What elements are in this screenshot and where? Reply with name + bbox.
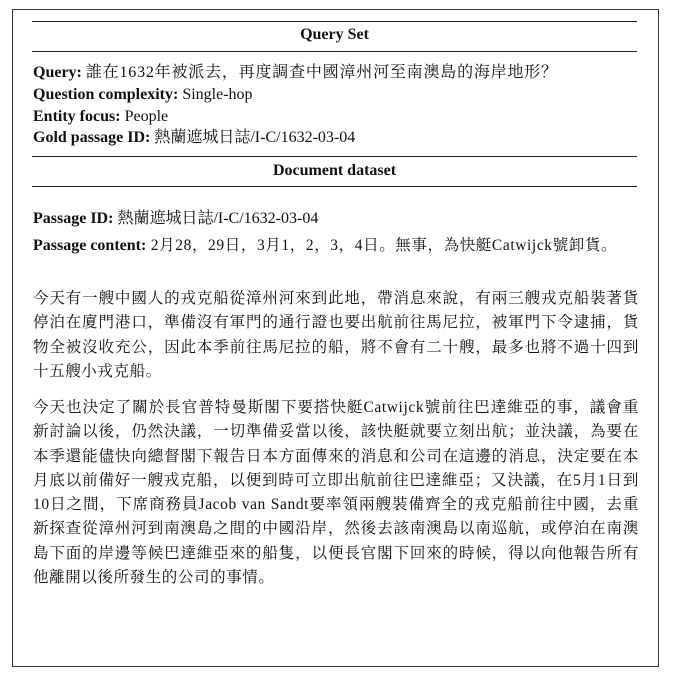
query-row — [33, 62, 558, 84]
complexity-value: Single-hop — [182, 86, 253, 103]
query-set-heading: Query Set — [300, 26, 369, 43]
query-label: Query: — [33, 64, 82, 81]
passage-content-paragraph-1 — [33, 234, 639, 258]
query-set-rule — [32, 51, 637, 52]
gold-passage-label: Gold passage ID: — [33, 129, 151, 146]
passage-id-value: 熱蘭遮城日誌/I-C/1632-03-04 — [117, 210, 319, 227]
passage-content-label: Passage content: — [33, 237, 147, 254]
gold-passage-row — [33, 127, 355, 149]
passage-content-paragraph-3: 今天也決定了關於長官普特曼斯閣下要搭快艇Catwijck號前往巴達維亞的事，議會重新討論以後，仍然決議，一切準備妥當以後，該快艇就要立刻出航；並決議，為要在本季還能儘快向總督閣下報告日本方面傳來的消息和公司在這邊的消息，決定要在本月底以前備好一艘戎克船，以便到時可立即出航前往巴達維亞；又決議，在5月1日到10日之間，下席商務員Jacob van Sandt要率領兩艘裝備齊全的戎克船前往中國，去重新探查從漳州河到南澳島之間的中國沿岸，然後去該南澳島以南巡航，或停泊在南澳島下面的岸邊等候巴達維亞來的船隻，以便長官閣下回來的時候，得以向他報告所有他離開以後所發生的公司的事情。 — [33, 399, 639, 587]
top-rule — [32, 21, 637, 22]
passage-content-text: 2月28，29日，3月1，2，3，4日。無事，為快艇Catwijck號卸貨。 — [150, 237, 618, 254]
passage-content-paragraph-2: 今天有一艘中國人的戎克船從漳州河來到此地，帶消息來說，有兩三艘戎克船裝著貨停泊在廈門港口，準備沒有軍門的通行證也要出航前往馬尼拉，被軍門下令逮捕，貨物全被沒收充公，因此本季前往馬尼拉的船，將不會有二十艘，最多也將不過十四到十五艘小戎克船。 — [33, 290, 639, 380]
entity-label: Entity focus: — [33, 108, 121, 125]
document-rule — [32, 186, 637, 187]
passage-id-label: Passage ID: — [33, 210, 114, 227]
complexity-label: Question complexity: — [33, 86, 179, 103]
entity-value: People — [124, 108, 169, 125]
complexity-row — [33, 84, 253, 106]
entity-row — [33, 106, 168, 128]
document-top-rule — [32, 156, 637, 157]
query-value: 誰在1632年被派去，再度調查中國漳州河至南澳島的海岸地形？ — [85, 64, 558, 81]
gold-passage-value: 熱蘭遮城日誌/I-C/1632-03-04 — [154, 129, 356, 146]
passage-id-row — [33, 208, 318, 230]
document-dataset-heading: Document dataset — [272, 162, 397, 179]
